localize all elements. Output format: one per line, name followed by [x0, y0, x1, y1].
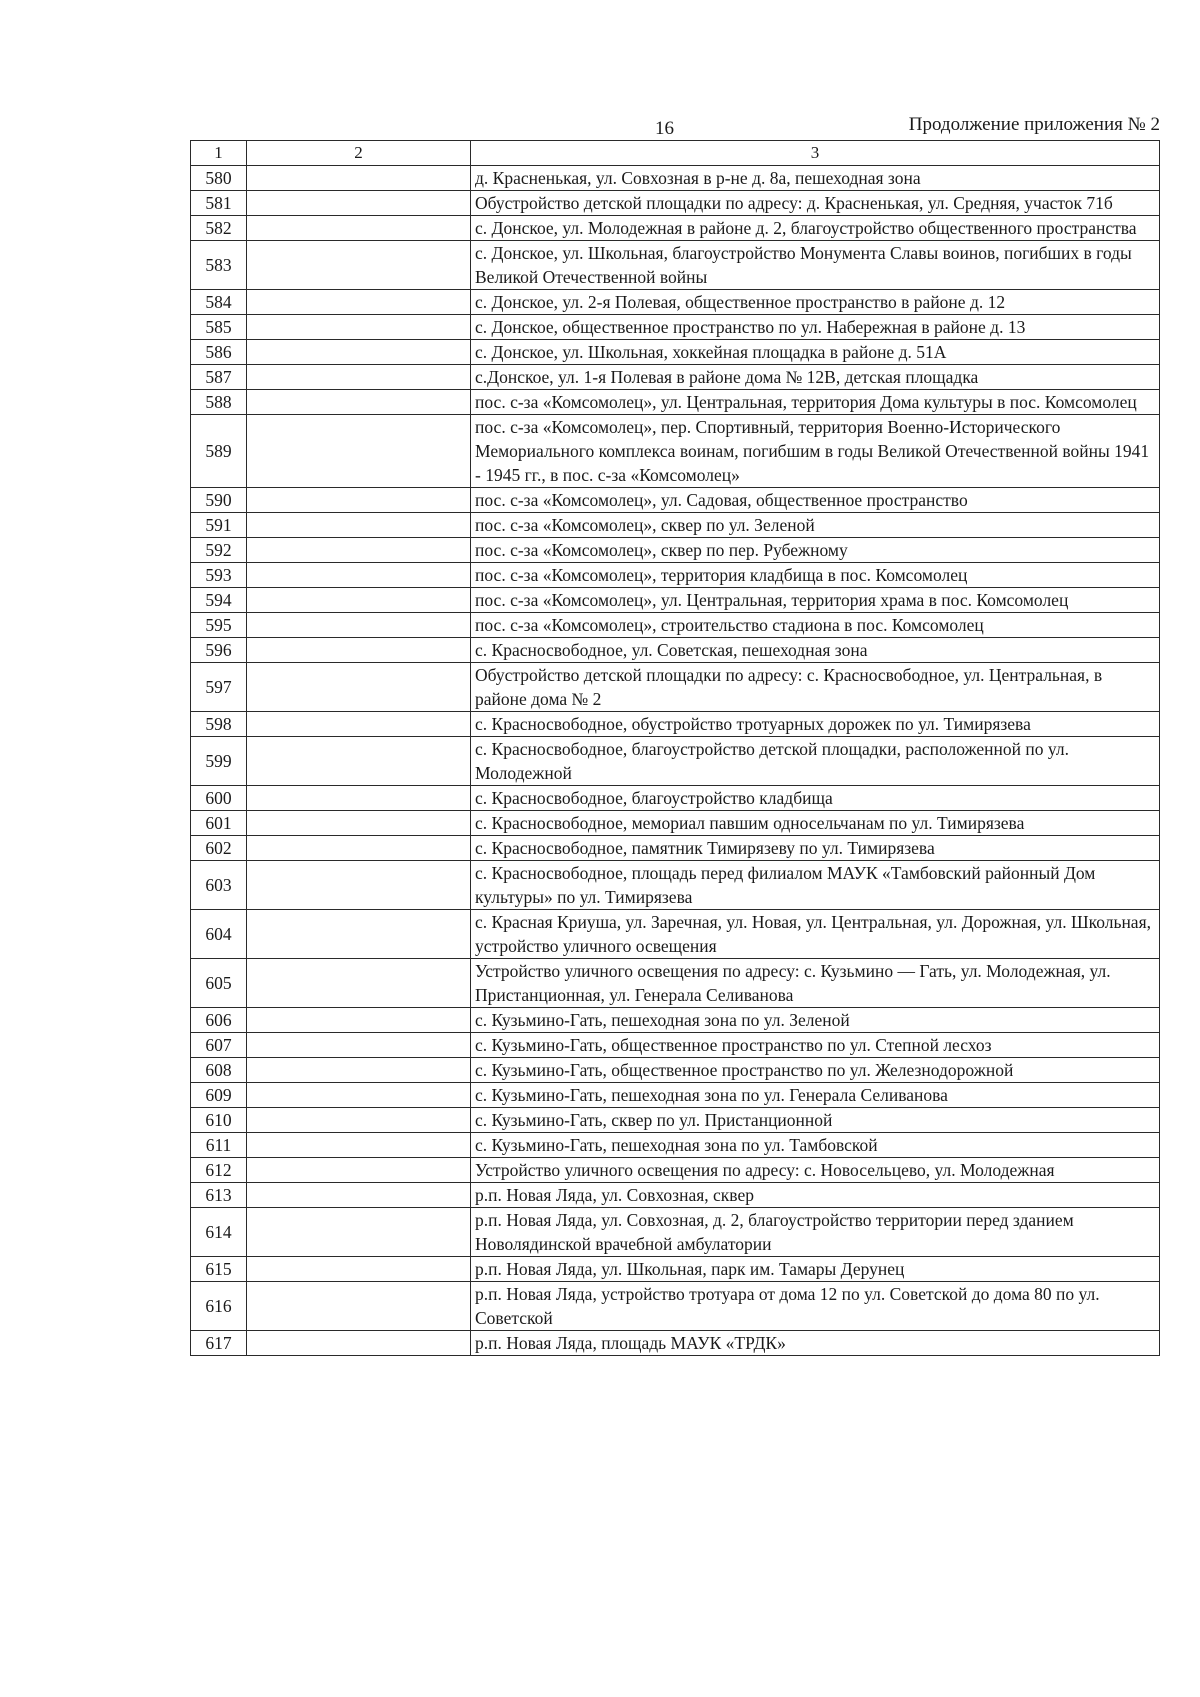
row-description: пос. с-за «Комсомолец», строительство стадиона в пос. Комсомолец — [471, 613, 1160, 638]
table-row — [191, 216, 1160, 241]
row-description: р.п. Новая Ляда, ул. Совхозная, д. 2, благоустройство территории перед зданием Новолядинской врачебной амбулатории — [471, 1208, 1160, 1257]
table-row — [191, 836, 1160, 861]
row-number: 608 — [191, 1058, 247, 1083]
table-row — [191, 1058, 1160, 1083]
row-column-2 — [247, 241, 471, 290]
row-number: 584 — [191, 290, 247, 315]
row-column-2 — [247, 216, 471, 241]
table-row — [191, 1133, 1160, 1158]
row-description: с. Красная Криуша, ул. Заречная, ул. Новая, ул. Центральная, ул. Дорожная, ул. Школьная, устройство уличного освещения — [471, 910, 1160, 959]
table-header-row — [191, 141, 1160, 166]
table-row — [191, 241, 1160, 290]
row-column-2 — [247, 1133, 471, 1158]
row-number: 607 — [191, 1033, 247, 1058]
row-column-2 — [247, 836, 471, 861]
row-description: с. Кузьмино-Гать, общественное пространство по ул. Степной лесхоз — [471, 1033, 1160, 1058]
continuation-label: Продолжение приложения № 2 — [908, 114, 1160, 135]
row-column-2 — [247, 390, 471, 415]
table-body — [191, 166, 1160, 1356]
row-description: с. Донское, ул. Школьная, хоккейная площадка в районе д. 51А — [471, 340, 1160, 365]
table-row — [191, 365, 1160, 390]
row-description: с. Красносвободное, благоустройство кладбища — [471, 786, 1160, 811]
row-description: с. Кузьмино-Гать, пешеходная зона по ул. Зеленой — [471, 1008, 1160, 1033]
row-number: 606 — [191, 1008, 247, 1033]
row-number: 614 — [191, 1208, 247, 1257]
table-row — [191, 513, 1160, 538]
row-number: 586 — [191, 340, 247, 365]
row-number: 595 — [191, 613, 247, 638]
table-row — [191, 563, 1160, 588]
row-number: 604 — [191, 910, 247, 959]
row-number: 617 — [191, 1331, 247, 1356]
row-column-2 — [247, 663, 471, 712]
table-row — [191, 315, 1160, 340]
row-description: с. Кузьмино-Гать, пешеходная зона по ул. Тамбовской — [471, 1133, 1160, 1158]
table-row — [191, 1331, 1160, 1356]
row-column-2 — [247, 488, 471, 513]
row-number: 583 — [191, 241, 247, 290]
row-number: 591 — [191, 513, 247, 538]
row-number: 594 — [191, 588, 247, 613]
table-row — [191, 1183, 1160, 1208]
row-description: с. Донское, ул. Школьная, благоустройство Монумента Славы воинов, погибших в годы Великой Отечественной войны — [471, 241, 1160, 290]
row-number: 593 — [191, 563, 247, 588]
row-description: с. Кузьмино-Гать, общественное пространство по ул. Железнодорожной — [471, 1058, 1160, 1083]
row-number: 602 — [191, 836, 247, 861]
row-description: пос. с-за «Комсомолец», сквер по пер. Рубежному — [471, 538, 1160, 563]
row-column-2 — [247, 1158, 471, 1183]
row-number: 580 — [191, 166, 247, 191]
row-number: 613 — [191, 1183, 247, 1208]
row-column-2 — [247, 613, 471, 638]
appendix-table — [190, 140, 1160, 1356]
row-description: пос. с-за «Комсомолец», ул. Центральная, территория храма в пос. Комсомолец — [471, 588, 1160, 613]
row-description: с. Красносвободное, обустройство тротуарных дорожек по ул. Тимирязева — [471, 712, 1160, 737]
row-column-2 — [247, 588, 471, 613]
row-description: с. Донское, ул. Молодежная в районе д. 2, благоустройство общественного пространства — [471, 216, 1160, 241]
row-number: 598 — [191, 712, 247, 737]
row-description: с. Кузьмино-Гать, сквер по ул. Пристанционной — [471, 1108, 1160, 1133]
row-column-2 — [247, 811, 471, 836]
table-row — [191, 390, 1160, 415]
table-row — [191, 737, 1160, 786]
row-description: р.п. Новая Ляда, устройство тротуара от дома 12 по ул. Советской до дома 80 по ул. Советской — [471, 1282, 1160, 1331]
table-row — [191, 1108, 1160, 1133]
row-column-2 — [247, 340, 471, 365]
row-number: 596 — [191, 638, 247, 663]
row-number: 601 — [191, 811, 247, 836]
row-description: с. Красносвободное, мемориал павшим односельчанам по ул. Тимирязева — [471, 811, 1160, 836]
row-column-2 — [247, 910, 471, 959]
row-column-2 — [247, 315, 471, 340]
table-row — [191, 290, 1160, 315]
row-number: 589 — [191, 415, 247, 488]
table-row — [191, 663, 1160, 712]
row-number: 581 — [191, 191, 247, 216]
table-row — [191, 1257, 1160, 1282]
row-number: 582 — [191, 216, 247, 241]
row-column-2 — [247, 1282, 471, 1331]
row-number: 592 — [191, 538, 247, 563]
row-column-2 — [247, 1331, 471, 1356]
row-column-2 — [247, 563, 471, 588]
row-number: 616 — [191, 1282, 247, 1331]
row-description: Устройство уличного освещения по адресу: с. Новосельцево, ул. Молодежная — [471, 1158, 1160, 1183]
row-description: Обустройство детской площадки по адресу: с. Красносвободное, ул. Центральная, в районе дома № 2 — [471, 663, 1160, 712]
table-row — [191, 786, 1160, 811]
row-number: 610 — [191, 1108, 247, 1133]
row-column-2 — [247, 861, 471, 910]
row-description: с. Донское, ул. 2-я Полевая, общественное пространство в районе д. 12 — [471, 290, 1160, 315]
table-row — [191, 712, 1160, 737]
row-number: 590 — [191, 488, 247, 513]
table-row — [191, 638, 1160, 663]
table-row — [191, 340, 1160, 365]
row-number: 611 — [191, 1133, 247, 1158]
table-row — [191, 1083, 1160, 1108]
row-column-2 — [247, 712, 471, 737]
row-column-2 — [247, 1083, 471, 1108]
table-row — [191, 538, 1160, 563]
row-description: р.п. Новая Ляда, ул. Школьная, парк им. Тамары Дерунец — [471, 1257, 1160, 1282]
row-description: с. Кузьмино-Гать, пешеходная зона по ул. Генерала Селиванова — [471, 1083, 1160, 1108]
row-number: 587 — [191, 365, 247, 390]
page-number: 16 — [655, 118, 674, 139]
table-row — [191, 191, 1160, 216]
table-row — [191, 166, 1160, 191]
row-description: пос. с-за «Комсомолец», ул. Садовая, общественное пространство — [471, 488, 1160, 513]
row-column-2 — [247, 415, 471, 488]
row-description: пос. с-за «Комсомолец», пер. Спортивный, территория Военно-Исторического Мемориального комплекса воинам, погибшим в годы Великой Отечественной войны 1941 - 1945 гг., в пос. с-за «Комсомолец» — [471, 415, 1160, 488]
row-number: 600 — [191, 786, 247, 811]
table-row — [191, 811, 1160, 836]
row-column-2 — [247, 1183, 471, 1208]
row-description: с. Красносвободное, площадь перед филиалом МАУК «Тамбовский районный Дом культуры» по ул. Тимирязева — [471, 861, 1160, 910]
row-description: пос. с-за «Комсомолец», сквер по ул. Зеленой — [471, 513, 1160, 538]
row-column-2 — [247, 786, 471, 811]
row-column-2 — [247, 638, 471, 663]
row-column-2 — [247, 1033, 471, 1058]
row-description: с. Красносвободное, памятник Тимирязеву по ул. Тимирязева — [471, 836, 1160, 861]
row-column-2 — [247, 191, 471, 216]
row-description: с.Донское, ул. 1-я Полевая в районе дома № 12В, детская площадка — [471, 365, 1160, 390]
row-number: 588 — [191, 390, 247, 415]
column-header-1: 1 — [191, 141, 247, 166]
table-row — [191, 588, 1160, 613]
table-row — [191, 613, 1160, 638]
table-row — [191, 959, 1160, 1008]
table-row — [191, 1033, 1160, 1058]
row-description: д. Красненькая, ул. Совхозная в р-не д. 8а, пешеходная зона — [471, 166, 1160, 191]
row-number: 603 — [191, 861, 247, 910]
table-row — [191, 1282, 1160, 1331]
row-column-2 — [247, 959, 471, 1008]
row-column-2 — [247, 365, 471, 390]
row-description: с. Донское, общественное пространство по ул. Набережная в районе д. 13 — [471, 315, 1160, 340]
row-description: Устройство уличного освещения по адресу: с. Кузьмино — Гать, ул. Молодежная, ул. Пристанционная, ул. Генерала Селиванова — [471, 959, 1160, 1008]
row-column-2 — [247, 1208, 471, 1257]
row-column-2 — [247, 1108, 471, 1133]
row-column-2 — [247, 166, 471, 191]
row-column-2 — [247, 737, 471, 786]
row-description: пос. с-за «Комсомолец», территория кладбища в пос. Комсомолец — [471, 563, 1160, 588]
row-column-2 — [247, 513, 471, 538]
table-row — [191, 488, 1160, 513]
row-number: 615 — [191, 1257, 247, 1282]
table-row — [191, 1208, 1160, 1257]
row-description: с. Красносвободное, ул. Советская, пешеходная зона — [471, 638, 1160, 663]
table-row — [191, 415, 1160, 488]
row-description: р.п. Новая Ляда, ул. Совхозная, сквер — [471, 1183, 1160, 1208]
table-row — [191, 910, 1160, 959]
row-description: пос. с-за «Комсомолец», ул. Центральная, территория Дома культуры в пос. Комсомолец — [471, 390, 1160, 415]
row-description: р.п. Новая Ляда, площадь МАУК «ТРДК» — [471, 1331, 1160, 1356]
row-number: 599 — [191, 737, 247, 786]
row-column-2 — [247, 290, 471, 315]
table-row — [191, 1008, 1160, 1033]
table-row — [191, 1158, 1160, 1183]
row-description: с. Красносвободное, благоустройство детской площадки, расположенной по ул. Молодежной — [471, 737, 1160, 786]
row-number: 609 — [191, 1083, 247, 1108]
row-number: 605 — [191, 959, 247, 1008]
row-column-2 — [247, 1257, 471, 1282]
row-column-2 — [247, 1008, 471, 1033]
table-row — [191, 861, 1160, 910]
row-number: 612 — [191, 1158, 247, 1183]
row-description: Обустройство детской площадки по адресу: д. Красненькая, ул. Средняя, участок 71б — [471, 191, 1160, 216]
column-header-3: 3 — [471, 141, 1160, 166]
row-number: 585 — [191, 315, 247, 340]
column-header-2: 2 — [247, 141, 471, 166]
row-column-2 — [247, 1058, 471, 1083]
row-column-2 — [247, 538, 471, 563]
row-number: 597 — [191, 663, 247, 712]
